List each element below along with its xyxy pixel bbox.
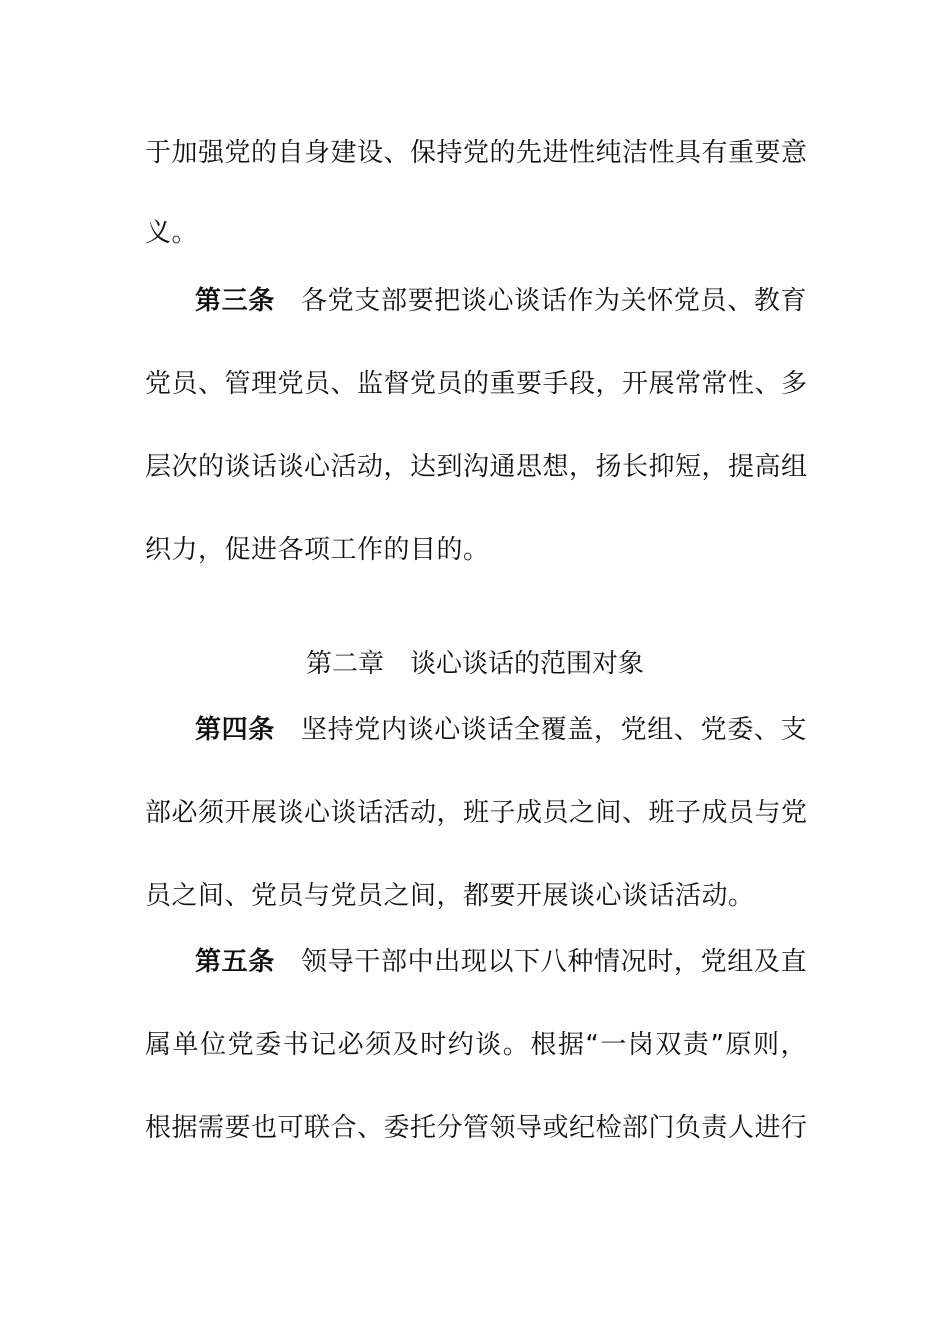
paragraph-line: 员之间、党员与党员之间，都要开展谈心谈话活动。 — [145, 881, 755, 911]
article-4-first-line — [195, 714, 807, 746]
article-5-first-line — [195, 946, 807, 978]
paragraph-line: 党员、管理党员、监督党员的重要手段，开展常常性、多 — [145, 369, 808, 399]
paragraph-line: 部必须开展谈心谈话活动，班子成员之间、班子成员与党 — [145, 798, 808, 828]
article-5-text: 领导干部中出现以下八种情况时，党组及直 — [300, 947, 807, 977]
paragraph-line: 属单位党委书记必须及时约谈。根据“一岗双责”原则， — [145, 1030, 807, 1060]
article-3-first-line — [195, 285, 807, 317]
paragraph-line: 于加强党的自身建设、保持党的先进性纯洁性具有重要意 — [145, 138, 808, 168]
paragraph-line: 层次的谈话谈心活动，达到沟通思想，扬长抑短，提高组 — [145, 452, 808, 482]
paragraph-line: 根据需要也可联合、委托分管领导或纪检部门负责人进行 — [145, 1113, 808, 1143]
article-5-label: 第五条 — [195, 947, 275, 977]
article-3-label: 第三条 — [195, 286, 275, 316]
article-4-label: 第四条 — [195, 715, 275, 745]
paragraph-line: 织力，促进各项工作的目的。 — [145, 535, 490, 565]
chapter-heading: 第二章 谈心谈话的范围对象 — [305, 649, 644, 679]
paragraph-line: 义。 — [145, 218, 199, 248]
article-4-text: 坚持党内谈心谈话全覆盖，党组、党委、支 — [300, 715, 807, 745]
article-3-text: 各党支部要把谈心谈话作为关怀党员、教育 — [300, 286, 807, 316]
